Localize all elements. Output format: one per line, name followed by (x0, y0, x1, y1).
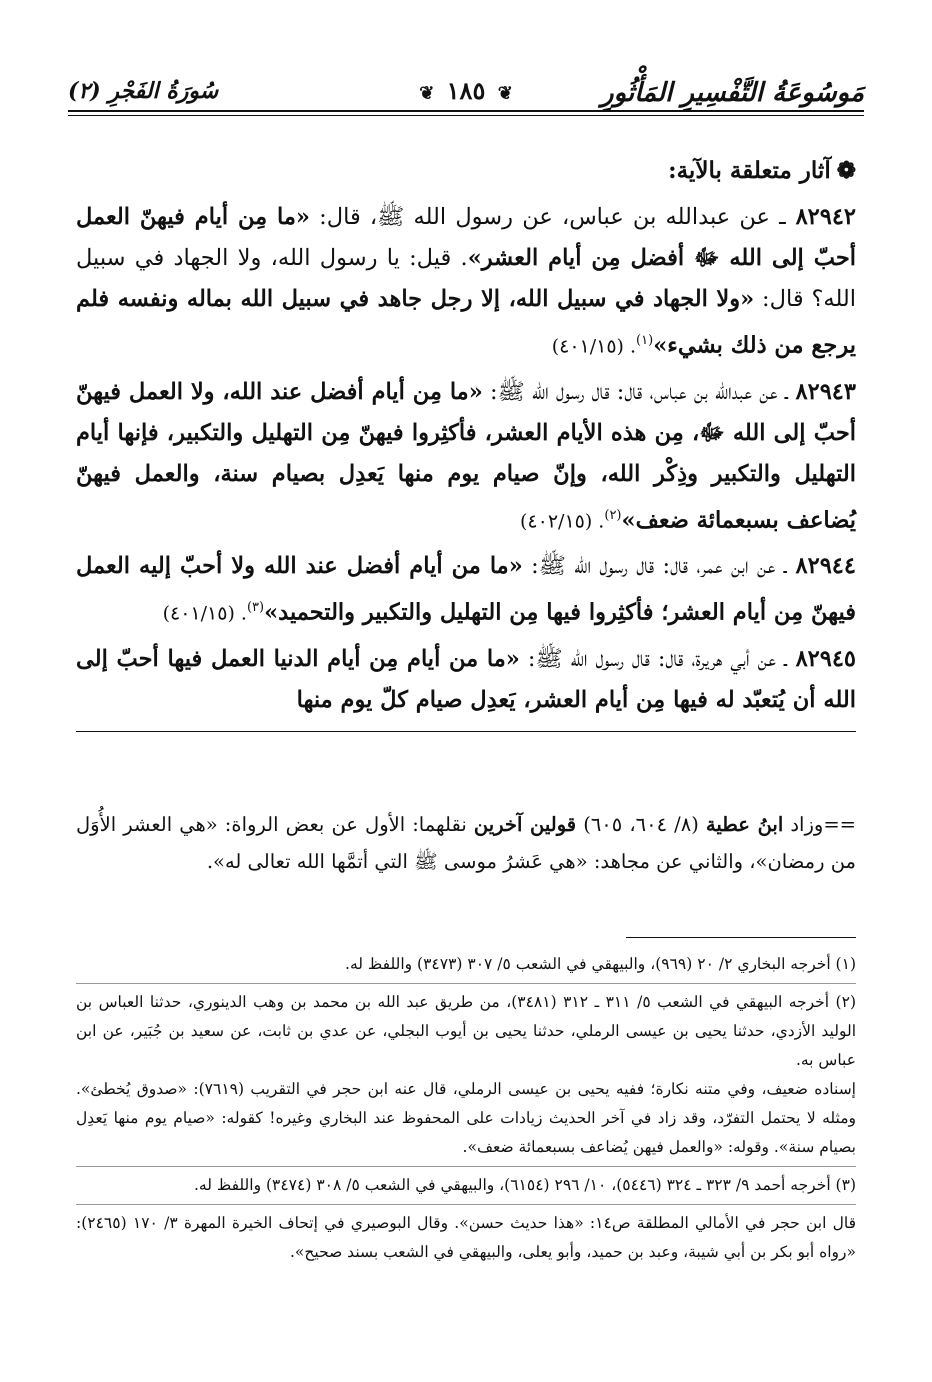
hadith-entry (76, 639, 856, 721)
footnote-divider (76, 983, 856, 984)
body-separator (76, 731, 856, 762)
ornament-icon: ❦ (497, 83, 513, 104)
entry-number: ٨٢٩٤٣ (787, 378, 856, 405)
hadith-entry (76, 197, 856, 368)
ornament-icon: ❦ (419, 83, 435, 104)
footnote-divider (76, 1204, 856, 1205)
entry-number: ٨٢٩٤٥ (786, 645, 856, 672)
entries-list (76, 197, 856, 721)
footnote: (٢) أخرجه البيهقي في الشعب ٥/ ٣١١ ـ ٣١٢ (٣٤٨١)، من طريق عبد الله بن محمد بن وهب الدينوري، حدثنا العباس بن الوليد الأزدي، حدثنا يحيى بن عيسى الرملي، حدثنا يحيى بن أيوب البجلي، عن عدي بن ثابت، عن سعيد بن جُبَير، عن ابن عباس به. (76, 993, 856, 1069)
entry-number: ٨٢٩٤٤ (786, 553, 856, 579)
volume-reference: . (٤٠٢/١٥) (520, 510, 605, 532)
surah-title: سُورَةُ الفَجْرِ (٢) (68, 78, 219, 104)
quote-text: «ما من أيام أفضل عند الله ولا أحبّ إليه العمل فيهنّ مِن أيام العشر؛ فأكثِروا فيها مِن التهليل والتكبير والتحميد» (76, 553, 856, 626)
footnote: (٣) أخرجه أحمد ٩/ ٣٢٣ ـ ٣٢٤ (٥٤٤٦)، ١٠/ ٢٩٦ (٦١٥٤)، والبيهقي في الشعب ٥/ ٣٠٨ (٣٤٧٤) واللفظ له. (193, 1176, 856, 1194)
quote-text: «ما مِن أيام أفضل عند الله، ولا العمل فيهنّ أحبّ إلى الله ﷻ، مِن هذه الأيام العشر، فأكثِروا فيهنّ مِن التهليل والتكبير، فإنها أيام التهليل والتكبير وذِكْر الله، وإنّ صيام يوم منها يَعدِل بصيام سنة، والعمل فيهنّ يُضاعف بسبعمائة ضعف» (76, 378, 856, 533)
narration-text: . قيل: يا رسول الله، ولا الجهاد في سبيل الله؟ قال: (76, 245, 857, 312)
quote-text: «ولا الجهاد في سبيل الله، إلا رجل جاهد في سبيل الله بماله ونفسه فلم يرجع من ذلك بشيء» (76, 286, 856, 359)
continuation-text: ابنُ عطية (705, 813, 784, 836)
footnote: إسناده ضعيف، وفي متنه نكارة؛ ففيه يحيى بن عيسى الرملي، قال عنه ابن حجر في التقريب (٧٦١٩): «صدوق يُخطئ». ومثله لا يحتمل التفرّد، وقد زاد في آخر الحديث زيادات على المحفوظ عند البخاري وغيره! كقوله: «صيام يوم منها يَعدِل بصيام سنة». وقوله: «والعمل فيهن يُضاعف بسبعمائة ضعف». (76, 1080, 856, 1156)
continuation-note (76, 806, 856, 880)
continuation-text: قولين آخرين (473, 813, 577, 836)
footnote: قال ابن حجر في الأمالي المطلقة ص١٤: «هذا حديث حسن». وقال البوصيري في إتحاف الخيرة المهرة ٣/ ١٧٠ (٢٤٦٥): «رواه أبو بكر بن أبي شيبة، وعبد بن حميد، وأبو يعلى، والبيهقي في الشعب بسند صحيح». (76, 1214, 856, 1261)
entry-number: ٨٢٩٤٢ (785, 204, 856, 230)
footnote: (١) أخرجه البخاري ٢/ ٢٠ (٩٦٩)، والبيهقي في الشعب ٥/ ٣٠٧ (٣٤٧٣) واللفظ له. (345, 955, 856, 973)
continuation-mark: == (823, 813, 856, 836)
footnotes (76, 950, 856, 1267)
hadith-entry (76, 546, 856, 635)
page-header (68, 70, 864, 126)
volume-reference: . (٤٠١/١٥) (551, 335, 637, 358)
quote-text: «ما من أيام مِن أيام الدنيا العمل فيها أحبّ إلى الله أن يُتعبّد له فيها مِن أيام العشر، يَعدِل صيام كلّ يوم منها (76, 645, 856, 713)
quote-text: «ما مِن أيام فيهنّ العمل أحبّ إلى الله ﷻ أفضل مِن أيام العشر» (76, 204, 856, 271)
page-number: ١٨٥ (446, 76, 486, 105)
narration-text: ـ عن ابن عمر، قال: قال رسول الله ﷺ: (522, 553, 787, 579)
narration-text: ـ عن عبدالله بن عباس، عن رسول الله ﷺ، قال: (309, 204, 786, 230)
volume-reference: . (٤٠١/١٥) (162, 602, 247, 625)
main-text (76, 150, 856, 762)
footnote-marker: (١) (636, 333, 654, 348)
footnote-rule (626, 937, 856, 938)
hadith-entry (76, 372, 856, 543)
continuation-text: نقلهما: الأول عن بعض الرواة: «هي العشر الأُوَل من رمضان»، والثاني عن مجاهد: «هي عَشرُ موسى ﷺ التي أتمَّها الله تعالى له». (76, 813, 856, 873)
narration-text: ـ عن عبدالله بن عباس، قال: قال رسول الله ﷺ: (482, 378, 788, 405)
footnote-marker: (٣) (246, 600, 265, 615)
narration-text: ـ عن أبي هريرة، قال: قال رسول الله ﷺ: (519, 645, 787, 672)
footnote-divider (76, 1166, 856, 1167)
continuation-text: وزاد (783, 813, 824, 836)
continuation-text: (٨/ ٦٠٤، ٦٠٥) (576, 813, 706, 836)
flower-icon: ❁ (836, 157, 856, 184)
footnote-marker: (٢) (604, 507, 622, 523)
section-heading: ❁آثار متعلقة بالآية: (668, 157, 856, 184)
page-number-box (405, 76, 527, 105)
book-title: مَوسُوعَةُ التَّفْسِيرِ المَأْثُورِ (601, 78, 864, 108)
header-rule (68, 110, 864, 116)
